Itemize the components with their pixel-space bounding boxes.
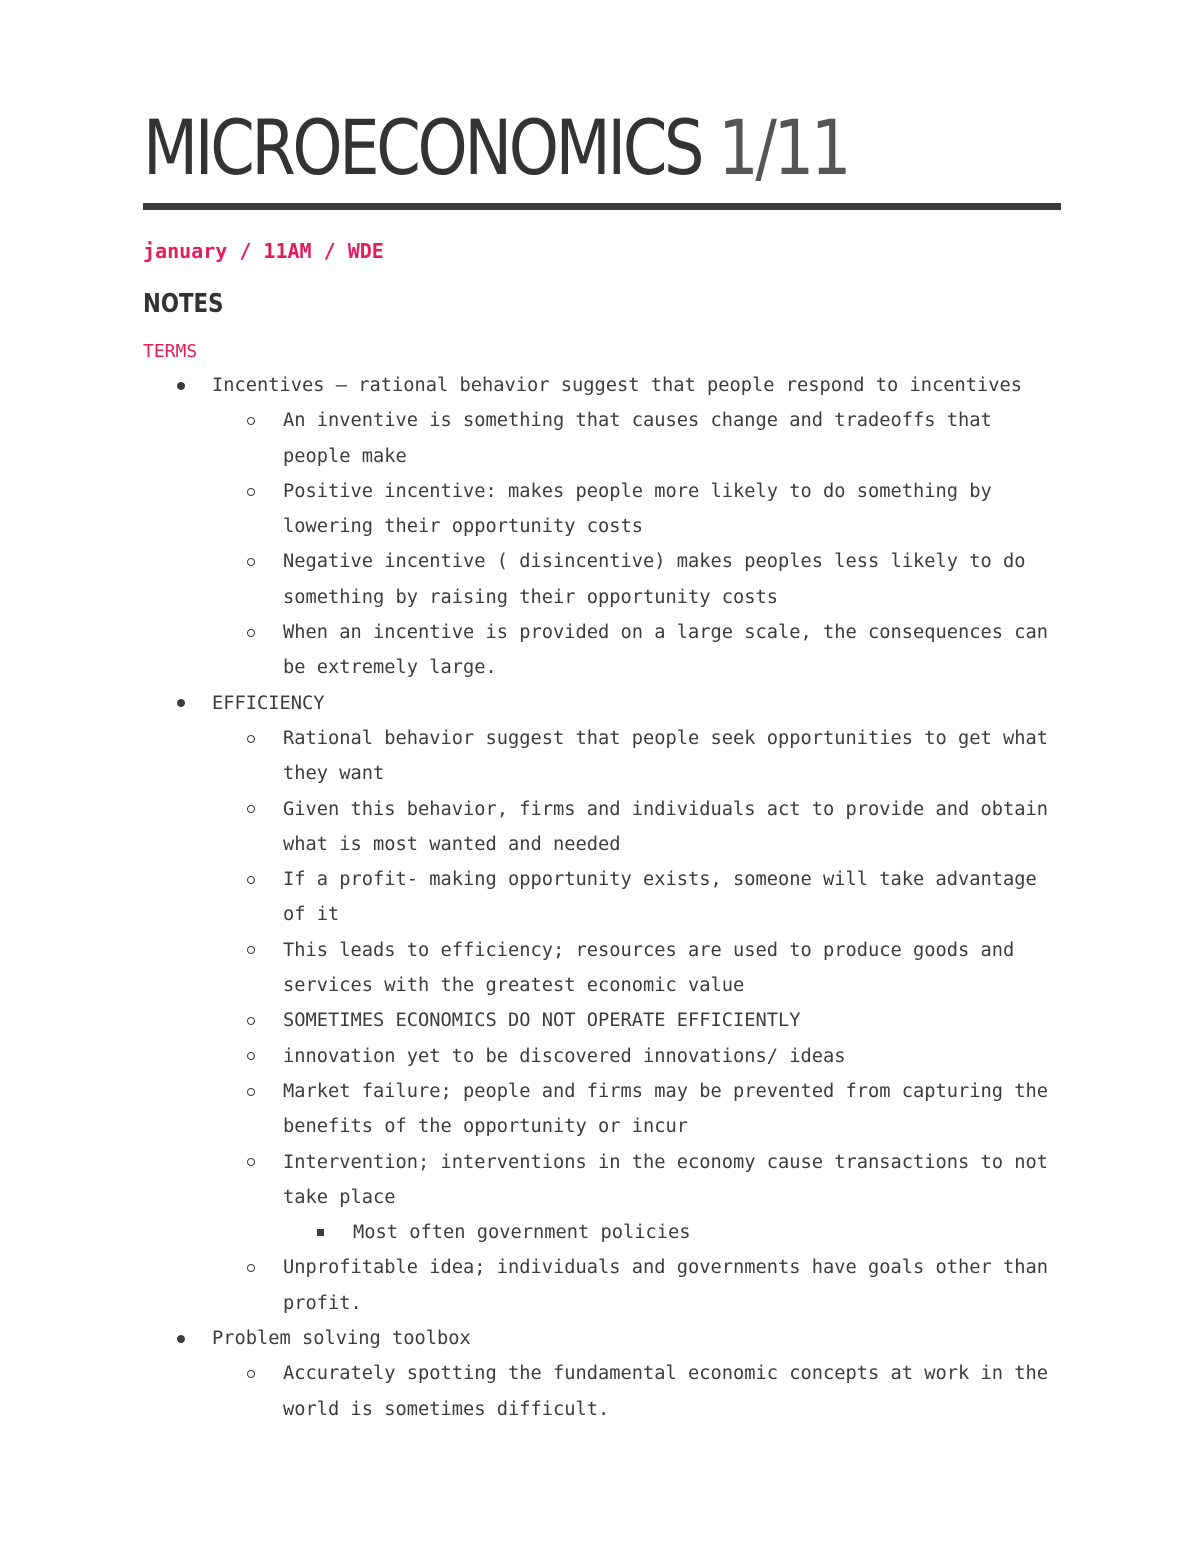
filled-circle-bullet-icon <box>177 368 185 403</box>
list-item <box>143 1074 1061 1145</box>
list-item-text: Positive incentive: makes people more likely to do something by lowering their opportunity costs <box>283 480 992 538</box>
list-item <box>143 1321 1061 1356</box>
list-item-text: Market failure; people and firms may be prevented from capturing the benefits of the opportunity or incur <box>283 1080 1049 1138</box>
notes-outline <box>143 368 1061 1427</box>
list-item <box>143 544 1061 615</box>
hollow-circle-bullet-icon <box>247 1356 255 1391</box>
section-heading-notes: NOTES <box>143 289 224 319</box>
hollow-circle-bullet-icon <box>247 615 255 650</box>
list-item <box>143 1215 1061 1250</box>
list-item <box>143 792 1061 863</box>
hollow-circle-bullet-icon <box>247 933 255 968</box>
title-date: 1/11 <box>701 103 849 192</box>
hollow-circle-bullet-icon <box>247 792 255 827</box>
list-item <box>143 403 1061 474</box>
list-item-text: Negative incentive ( disincentive) makes peoples less likely to do something by raising their opportunity costs <box>283 551 1026 608</box>
hollow-circle-bullet-icon <box>247 474 255 509</box>
hollow-circle-bullet-icon <box>247 403 255 438</box>
list-item <box>143 933 1061 1004</box>
hollow-circle-bullet-icon <box>247 721 255 756</box>
list-item-text: Problem solving toolbox <box>212 1328 471 1350</box>
list-item <box>143 1003 1061 1038</box>
list-item-text: SOMETIMES ECONOMICS DO NOT OPERATE EFFICIENTLY <box>283 1010 801 1032</box>
document-title <box>143 103 849 192</box>
list-item-text: An inventive is something that causes change and tradeoffs that people make <box>283 410 992 467</box>
list-item-text: If a profit- making opportunity exists, someone will take advantage of it <box>283 869 1037 926</box>
list-item-text: Given this behavior, firms and individuals act to provide and obtain what is most wanted and needed <box>283 798 1049 855</box>
hollow-circle-bullet-icon <box>247 544 255 579</box>
list-item <box>143 1039 1061 1074</box>
filled-square-bullet-icon <box>317 1215 324 1250</box>
list-item <box>143 1356 1061 1427</box>
hollow-circle-bullet-icon <box>247 1145 255 1180</box>
filled-circle-bullet-icon <box>177 686 185 721</box>
title-divider <box>143 203 1061 210</box>
list-item-text: Incentives – rational behavior suggest that people respond to incentives <box>212 375 1023 396</box>
list-item-text: Most often government policies <box>353 1222 691 1244</box>
list-item-text: Rational behavior suggest that people seek opportunities to get what they want <box>283 727 1049 785</box>
hollow-circle-bullet-icon <box>247 862 255 897</box>
hollow-circle-bullet-icon <box>247 1039 255 1074</box>
list-item-text: Accurately spotting the fundamental economic concepts at work in the world is sometimes difficult. <box>283 1363 1049 1420</box>
list-item <box>143 1250 1061 1321</box>
list-item-text: Intervention; interventions in the economy cause transactions to not take place <box>283 1151 1049 1208</box>
list-item-text: innovation yet to be discovered innovations/ ideas <box>283 1045 846 1067</box>
list-item-text: This leads to efficiency; resources are used to produce goods and services with the greatest economic value <box>283 939 1015 997</box>
filled-circle-bullet-icon <box>177 1321 185 1356</box>
hollow-circle-bullet-icon <box>247 1003 255 1038</box>
list-item <box>143 615 1061 686</box>
title-main: MICROECONOMICS <box>143 103 702 192</box>
meta-line: january / 11AM / WDE <box>143 239 384 263</box>
list-item <box>143 721 1061 792</box>
list-item <box>143 1145 1061 1216</box>
list-item-text: EFFICIENCY <box>212 692 325 714</box>
list-item-text: When an incentive is provided on a large scale, the consequences can be extremely large. <box>283 622 1049 679</box>
hollow-circle-bullet-icon <box>247 1074 255 1109</box>
list-item <box>143 686 1061 721</box>
list-item-text: Unprofitable idea; individuals and governments have goals other than profit. <box>283 1257 1049 1314</box>
list-item <box>143 368 1061 403</box>
list-item <box>143 474 1061 545</box>
hollow-circle-bullet-icon <box>247 1250 255 1285</box>
list-item <box>143 862 1061 933</box>
subheading-terms: TERMS <box>143 341 198 362</box>
